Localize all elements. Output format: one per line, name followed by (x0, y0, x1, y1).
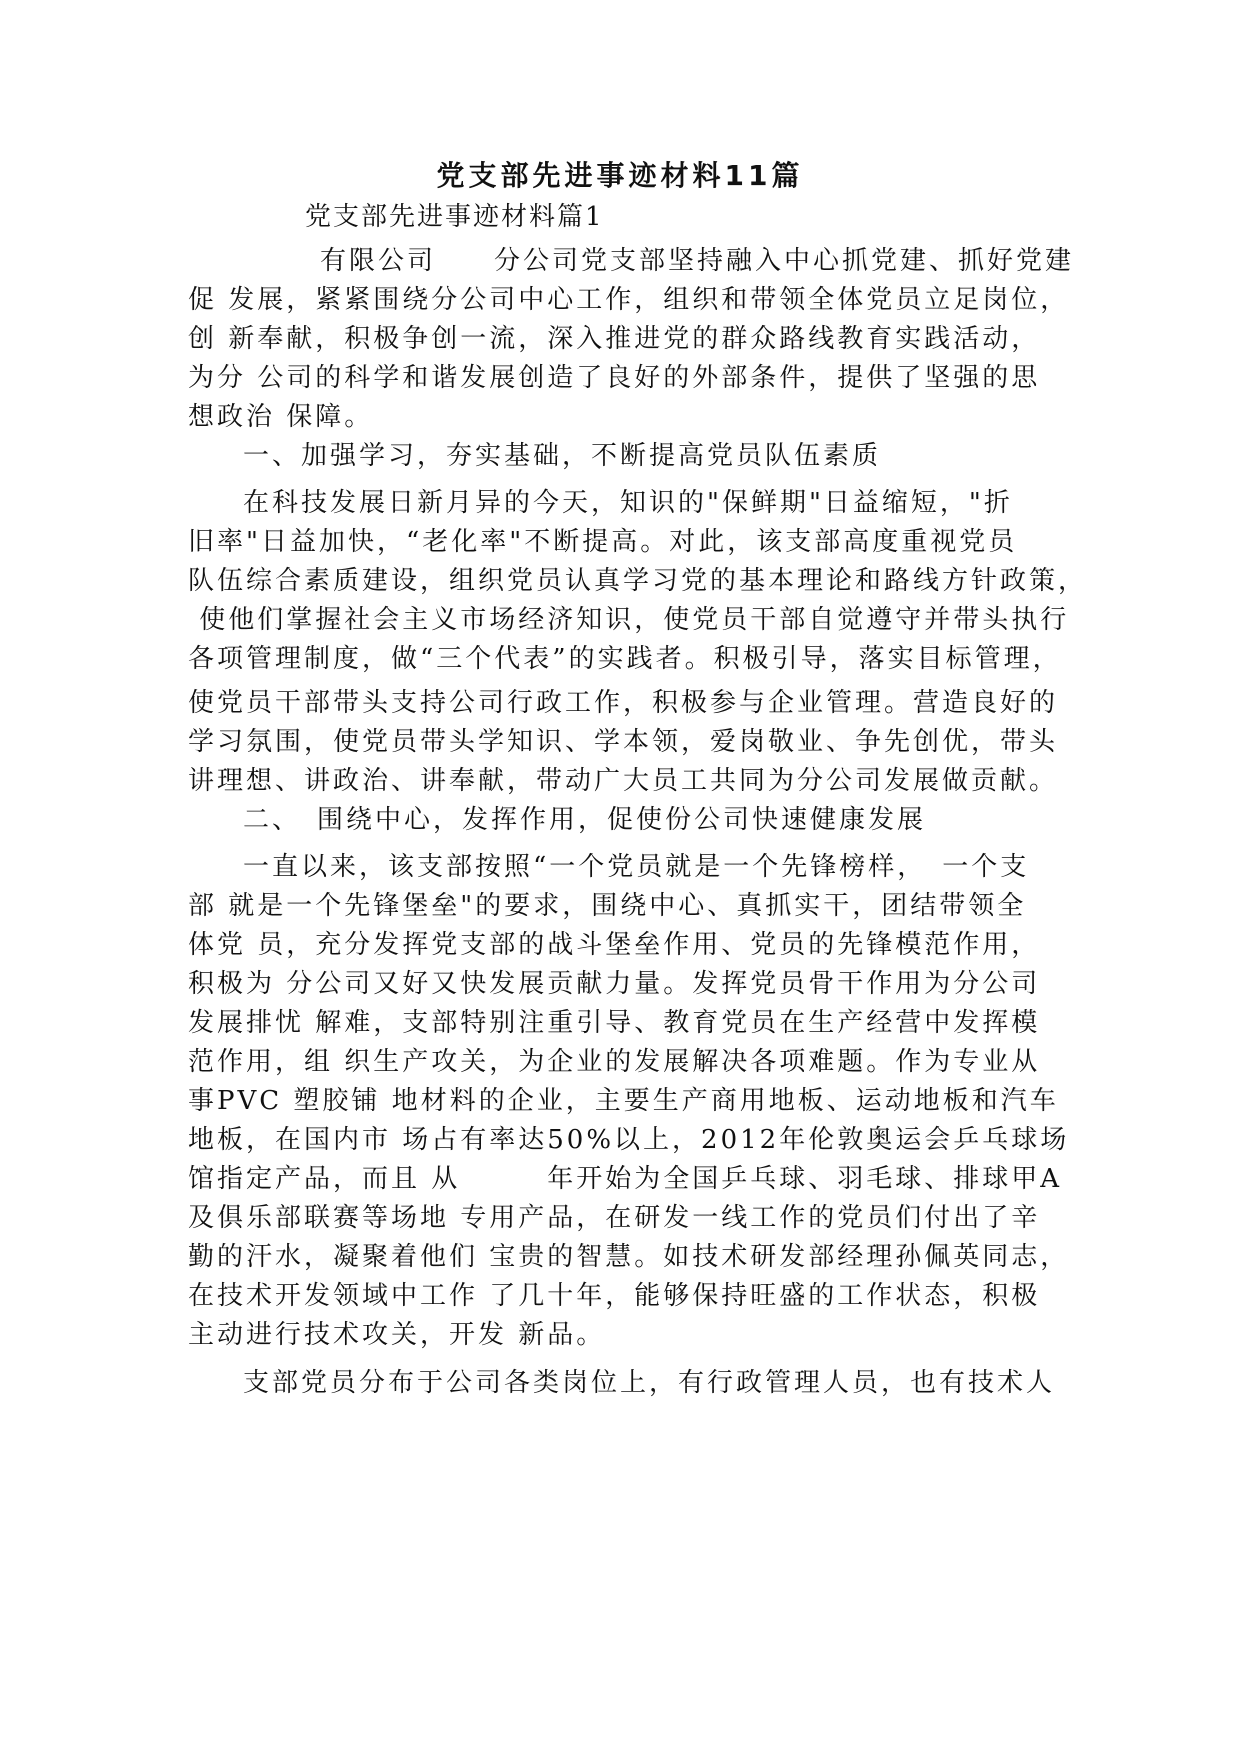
paragraph-line: 及俱乐部联赛等场地 专用产品，在研发一线工作的党员们付出了辛 (188, 1203, 1041, 1233)
paragraph-line: 有限公司 分公司党支部坚持融入中心抓党建、抓好党建 (320, 246, 1075, 276)
paragraph-line: 支部党员分布于公司各类岗位上，有行政管理人员，也有技术人 (243, 1368, 1056, 1398)
paragraph-line: 体党 员，充分发挥党支部的战斗堡垒作用、党员的先锋模范作用， (188, 930, 1041, 960)
paragraph-line: 旧率"日益加快，“老化率"不断提高。对此，该支部高度重视党员 (188, 527, 1018, 557)
document-title: 党支部先进事迹材料11篇 (436, 159, 804, 192)
paragraph-line: 讲理想、讲政治、讲奉献，带动广大员工共同为分公司发展做贡献。 (188, 766, 1059, 796)
paragraph-line: 使他们掌握社会主义市场经济知识，使党员干部自觉遵守并带头执行 (188, 605, 1070, 635)
paragraph-line: 范作用，组 织生产攻关，为企业的发展解决各项难题。作为专业从 (188, 1047, 1041, 1077)
paragraph-line: 创 新奉献，积极争创一流，深入推进党的群众路线教育实践活动， (188, 324, 1041, 354)
paragraph-line: 地板，在国内市 场占有率达50%以上，2012年伦敦奥运会乒乓球场 (188, 1125, 1070, 1155)
paragraph-line: 促 发展，紧紧围绕分公司中心工作，组织和带领全体党员立足岗位， (188, 285, 1070, 315)
paragraph-line: 学习氛围，使党员带头学知识、学本领，爱岗敬业、争先创优，带头 (188, 727, 1059, 757)
paragraph-line: 想政治 保障。 (188, 402, 374, 432)
document-subtitle: 党支部先进事迹材料篇1 (305, 202, 604, 232)
paragraph-line: 为分 公司的科学和谐发展创造了良好的外部条件，提供了坚强的思 (188, 363, 1041, 393)
paragraph-line: 馆指定产品，而且 从 年开始为全国乒乓球、羽毛球、排球甲A (188, 1164, 1063, 1194)
section-heading: 一、加强学习，夯实基础，不断提高党员队伍素质 (243, 441, 882, 471)
paragraph-line: 事PVC 塑胶铺 地材料的企业，主要生产商用地板、运动地板和汽车 (188, 1086, 1059, 1116)
paragraph-line: 各项管理制度，做“三个代表”的实践者。积极引导，落实目标管理， (188, 644, 1062, 674)
paragraph-line: 积极为 分公司又好又快发展贡献力量。发挥党员骨干作用为分公司 (188, 969, 1041, 999)
paragraph-line: 使党员干部带头支持公司行政工作，积极参与企业管理。营造良好的 (188, 688, 1059, 718)
paragraph-line: 在技术开发领域中工作 了几十年，能够保持旺盛的工作状态，积极 (188, 1281, 1041, 1311)
paragraph-line: 主动进行技术攻关，开发 新品。 (188, 1320, 606, 1350)
paragraph-line: 发展排忧 解难，支部特别注重引导、教育党员在生产经营中发挥模 (188, 1008, 1041, 1038)
paragraph-line: 队伍综合素质建设，组织党员认真学习党的基本理论和路线方针政策， (188, 566, 1088, 596)
paragraph-line: 在科技发展日新月异的今天，知识的"保鲜期"日益缩短，"折 (243, 488, 1013, 518)
paragraph-line: 一直以来，该支部按照“一个党员就是一个先锋榜样， 一个支 (243, 852, 1030, 882)
section-heading: 二、 围绕中心，发挥作用，促使份公司快速健康发展 (243, 805, 927, 835)
paragraph-line: 部 就是一个先锋堡垒"的要求，围绕中心、真抓实干，团结带领全 (188, 891, 1027, 921)
paragraph-line: 勤的汗水，凝聚着他们 宝贵的智慧。如技术研发部经理孙佩英同志， (188, 1242, 1070, 1272)
